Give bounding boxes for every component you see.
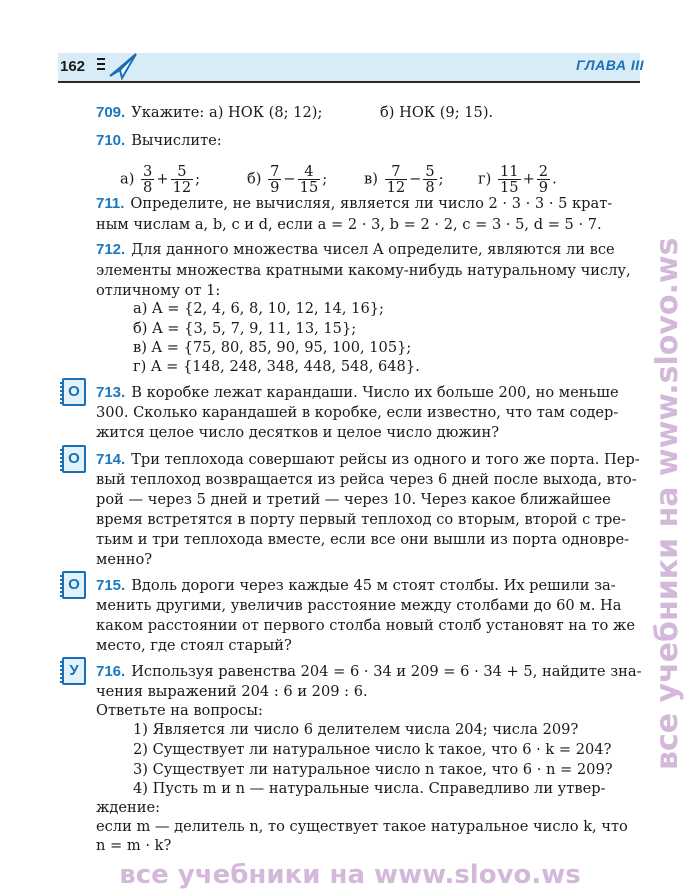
problem-713-line: жится целое число десятков и целое число дюжин? bbox=[96, 424, 500, 441]
problem-709-b: б) НОК (9; 15). bbox=[380, 104, 494, 121]
question-4: 4) Пусть m и n — натуральные числа. Справедливо ли утвер- bbox=[133, 780, 606, 797]
punct: ; bbox=[438, 170, 444, 188]
problem-715-line: каком расстоянии от первого столба новый столб установят на то же bbox=[96, 617, 635, 634]
question-1: 1) Является ли число 6 делителем числа 204; числа 209? bbox=[133, 721, 579, 738]
problem-713 bbox=[96, 383, 619, 403]
problem-text: Определите, не вычисляя, является ли число 2 · 3 · 3 · 5 крат- bbox=[130, 195, 613, 212]
item-label: в) bbox=[364, 170, 378, 188]
problem-number: 713. bbox=[96, 384, 126, 401]
problem-714 bbox=[96, 450, 640, 470]
problem-714-line: время встретятся в порту первый теплоход со вторым, второй с тре- bbox=[96, 511, 626, 528]
punct: ; bbox=[322, 170, 328, 188]
item-label: б) bbox=[247, 170, 262, 188]
problem-716-line: Ответьте на вопросы: bbox=[96, 702, 263, 719]
chapter-title: ГЛАВА III bbox=[576, 57, 644, 73]
fraction: $\frac{7}{12}$ bbox=[386, 163, 406, 196]
header-bar bbox=[58, 53, 640, 83]
problem-text: В коробке лежат карандаши. Число их больше 200, но меньше bbox=[131, 384, 619, 401]
fraction: $\frac{5}{12}$ bbox=[172, 163, 192, 196]
operator: − bbox=[409, 170, 422, 188]
spiral-binding-icon bbox=[97, 56, 105, 78]
problem-number: 715. bbox=[96, 577, 126, 594]
problem-712-line: элементы множества кратными какому-нибудь натуральному числу, bbox=[96, 262, 631, 279]
fraction: $\frac{5}{8}$ bbox=[425, 163, 435, 196]
set-item-d: г) A = {148, 248, 348, 448, 548, 648}. bbox=[133, 358, 420, 375]
item-label: а) bbox=[120, 170, 135, 188]
olympiad-badge-icon: О bbox=[62, 571, 86, 599]
problem-text: Вычислите: bbox=[131, 132, 222, 149]
set-item-b: б) A = {3, 5, 7, 9, 11, 13, 15}; bbox=[133, 320, 357, 337]
problem-number: 712. bbox=[96, 241, 126, 258]
question-3: 3) Существует ли натуральное число n такое, что 6 · n = 209? bbox=[133, 761, 613, 778]
question-4-line: ждение: bbox=[96, 799, 161, 816]
set-item-a: а) A = {2, 4, 6, 8, 10, 12, 14, 16}; bbox=[133, 300, 384, 317]
problem-715-line: менить другими, увеличив расстояние между столбами до 60 м. На bbox=[96, 597, 622, 614]
paper-plane-icon bbox=[108, 52, 138, 80]
fraction-item-c bbox=[364, 164, 444, 195]
fraction: $\frac{4}{15}$ bbox=[299, 163, 319, 196]
problem-716-line: чения выражений 204 : 6 и 209 : 6. bbox=[96, 683, 368, 700]
fraction-item-a bbox=[120, 164, 200, 195]
fraction: $\frac{7}{9}$ bbox=[270, 163, 280, 196]
question-4-line: если m — делитель n, то существует такое натуральное число k, что bbox=[96, 818, 628, 835]
problem-711-line: ным числам a, b, c и d, если a = 2 · 3, b = 2 · 2, c = 3 · 5, d = 5 · 7. bbox=[96, 216, 602, 233]
problem-712 bbox=[96, 240, 615, 260]
problem-text: Для данного множества чисел A определите, являются ли все bbox=[131, 241, 615, 258]
problem-text: Укажите: а) НОК (8; 12); bbox=[131, 104, 323, 121]
fraction: $\frac{11}{15}$ bbox=[499, 163, 519, 196]
fraction: $\frac{2}{9}$ bbox=[538, 163, 549, 196]
operator: − bbox=[283, 170, 296, 188]
problem-number: 716. bbox=[96, 663, 126, 680]
punct: . bbox=[552, 170, 557, 188]
problem-712-line: отличному от 1: bbox=[96, 282, 221, 299]
fraction-item-b bbox=[247, 164, 327, 195]
problem-714-line: рой — через 5 дней и третий — через 10. Через какое ближайшее bbox=[96, 491, 611, 508]
set-item-c: в) A = {75, 80, 85, 90, 95, 100, 105}; bbox=[133, 339, 412, 356]
olympiad-badge-icon: О bbox=[62, 445, 86, 473]
olympiad-badge-icon: О bbox=[62, 378, 86, 406]
problem-number: 711. bbox=[96, 195, 125, 212]
question-4-line: n = m · k? bbox=[96, 837, 172, 854]
operator: + bbox=[522, 170, 535, 188]
problem-number: 710. bbox=[96, 132, 126, 149]
problem-number: 709. bbox=[96, 104, 126, 121]
problem-number: 714. bbox=[96, 451, 126, 468]
advanced-badge-icon: У bbox=[62, 657, 86, 685]
problem-714-line: тьим и три теплохода вместе, если все они вышли из порта одновре- bbox=[96, 531, 630, 548]
problem-710 bbox=[96, 131, 222, 151]
watermark-bottom: все учебники на www.slovo.ws bbox=[119, 860, 581, 890]
problem-716 bbox=[96, 662, 642, 682]
page-number: 162 bbox=[60, 58, 86, 75]
fraction-item-d bbox=[478, 164, 557, 195]
punct: ; bbox=[195, 170, 201, 188]
problem-715-line: место, где стоял старый? bbox=[96, 637, 292, 654]
problem-text: Три теплохода совершают рейсы из одного и того же порта. Пер- bbox=[131, 451, 640, 468]
watermark-side: все учебники на www.slovo.ws bbox=[650, 237, 685, 770]
problem-713-line: 300. Сколько карандашей в коробке, если известно, что там содер- bbox=[96, 404, 619, 421]
problem-714-line: вый теплоход возвращается из рейса через 6 дней после выхода, вто- bbox=[96, 471, 637, 488]
operator: + bbox=[156, 170, 169, 188]
problem-714-line: менно? bbox=[96, 551, 153, 568]
problem-text: Используя равенства 204 = 6 · 34 и 209 = 6 · 34 + 5, найдите зна- bbox=[131, 663, 642, 680]
question-2: 2) Существует ли натуральное число k такое, что 6 · k = 204? bbox=[133, 741, 612, 758]
problem-711 bbox=[96, 194, 612, 214]
problem-715 bbox=[96, 576, 616, 596]
fraction: $\frac{3}{8}$ bbox=[143, 163, 153, 196]
problem-709 bbox=[96, 103, 322, 123]
item-label: г) bbox=[478, 170, 492, 188]
problem-text: Вдоль дороги через каждые 45 м стоят столбы. Их решили за- bbox=[131, 577, 616, 594]
